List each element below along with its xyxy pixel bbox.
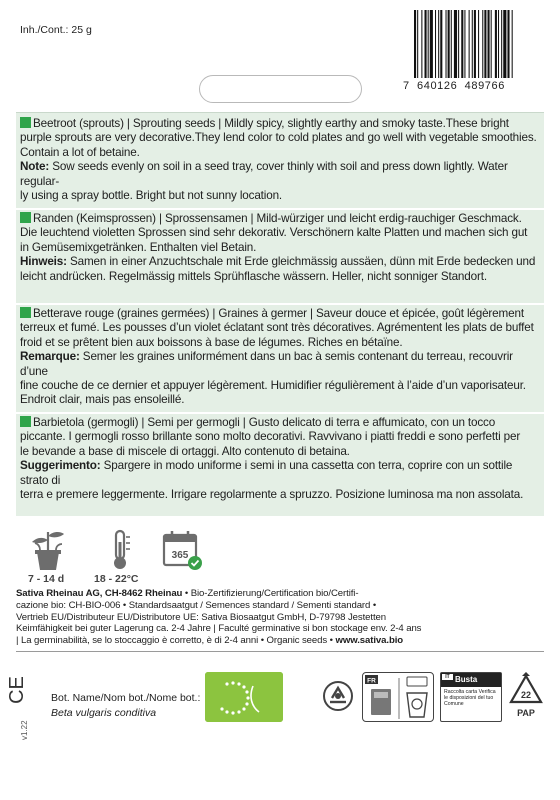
description-text: Barbietola (germogli) | Semi per germogli | Gusto delicato di terra e affumicato, con un tocco (33, 416, 496, 429)
description-line (20, 350, 540, 379)
section-divider (16, 412, 544, 414)
language-section (20, 416, 540, 502)
description-line (20, 307, 540, 321)
divider (16, 651, 544, 652)
barcode-bar (482, 10, 483, 78)
description-line (20, 131, 540, 145)
green-square-bullet (20, 117, 31, 128)
description-text: Samen in einer Anzuchtschale mit Erde gleichmässig aussäen, dünn mit Erde bedecken und (66, 255, 536, 269)
barcode-bar (464, 10, 465, 78)
barcode-bar (451, 10, 452, 78)
germination-temperature: 18 - 22°C (94, 573, 139, 585)
barcode-bar (507, 10, 509, 78)
description-line (20, 393, 540, 407)
pap-22-recycling-icon (508, 672, 544, 722)
description-text: leicht andrücken. Regelmässig mittels Sprühflasche wässern. Heller, nicht sonniger Standort. (20, 269, 487, 283)
barcode-bar (435, 10, 436, 78)
eu-organic-logo (205, 672, 283, 722)
description-line (20, 336, 540, 350)
section-divider (16, 303, 544, 305)
instruction-label: Hinweis: (20, 255, 67, 269)
description-text: terreux et fumé. Les pousses d’un violet éclatant sont très décoratives. Agrémentent les plats de buffet (20, 321, 534, 335)
description-line (20, 212, 540, 226)
instruction-label: Note: (20, 160, 50, 174)
barcode-bar (448, 10, 450, 78)
recycle-icon (322, 680, 354, 712)
language-section (20, 117, 540, 203)
barcode-bar (484, 10, 486, 78)
description-text: Sow seeds evenly on soil in a seed tray, cover thinly with soil and press down lightly. Water regular- (20, 160, 508, 188)
description-text: terra e premere leggermente. Irrigare regolarmente a spruzzo. Posizione luminosa ma non assolata. (20, 488, 524, 502)
instruction-label: Suggerimento: (20, 459, 101, 473)
description-line (20, 160, 540, 189)
barcode-bar (498, 10, 499, 78)
description-text: le bevande a base di miscele di ortaggi. Alto contenuto di betaina. (20, 444, 350, 458)
calendar-number: 365 (171, 550, 189, 561)
description-line (20, 379, 540, 393)
barcode-bar (446, 10, 447, 78)
description-text: Beetroot (sprouts) | Sprouting seeds | Mildly spicy, slightly earthy and smoky taste.These bright (33, 117, 509, 130)
description-text: ly using a spray bottle. Bright but not sunny location. (20, 189, 283, 203)
barcode (414, 10, 542, 78)
busta-title: Busta (455, 675, 478, 684)
barcode-bar (478, 10, 479, 78)
barcode-bar (472, 10, 473, 78)
barcode-bar (495, 10, 497, 78)
description-line (20, 270, 540, 284)
description-text: purple sprouts are very decorative.They lend color to cold plates and go well with vegetable smoothies. (20, 131, 537, 145)
description-text: froid et se prêtent bien aux boissons à base de légumes. Riches en bétaïne. (20, 335, 403, 349)
svg-text:PAP: PAP (517, 708, 535, 718)
section-divider (16, 208, 544, 210)
description-line (20, 416, 540, 430)
barcode-bar (503, 10, 506, 78)
ce-mark (6, 660, 42, 720)
description-text: Randen (Keimsprossen) | Sprossensamen | Mild-würziger und leicht erdig-rauchiger Geschmack. (33, 212, 522, 225)
barcode-bar (428, 10, 429, 78)
barcode-bar (440, 10, 442, 78)
description-line (20, 255, 540, 269)
company-name: Sativa Rheinau AG, CH-8462 Rheinau (16, 588, 183, 599)
svg-text:FR: FR (367, 677, 376, 685)
barcode-bar (488, 10, 490, 78)
barcode-number: 7 640126 489766 (403, 80, 505, 92)
version-code: v1.22 (20, 720, 29, 740)
description-text: piccante. I germogli rosso brillante sono molto decorativi. Ravvivano i piatti freddi e sono perfetti per (20, 430, 521, 444)
description-text: Betterave rouge (graines germées) | Graines à germer | Saveur douce et épicée, goût légèrement (33, 307, 524, 320)
description-text: Die leuchtend violetten Sprossen sind sehr dekorativ. Verschönern kalte Platten und machen sich gut (20, 226, 528, 240)
calendar-icon (160, 528, 204, 572)
barcode-bar (421, 10, 422, 78)
description-text: fine couche de ce dernier et appuyer légèrement. Humidifier régulièrement à l’aide d’un vaporisateur. (20, 379, 526, 393)
italy-flag-label: IT (442, 674, 453, 680)
barcode-bar (414, 10, 416, 78)
barcode-bar (417, 10, 418, 78)
svg-text:CE: CE (6, 676, 28, 704)
barcode-bar (458, 10, 459, 78)
sprout-pot-icon (26, 528, 70, 572)
barcode-bar (474, 10, 476, 78)
hanger-hole (199, 75, 362, 103)
description-line (20, 459, 540, 488)
description-text: in Gemüsemixgetränken. Enthalten viel Betain. (20, 240, 257, 254)
producer-info: Sativa Rheinau AG, CH-8462 Rheinau • Bio-Zertifizierung/Certification bio/Certifi- cazione bio: CH-BIO-006 • Standardsaatgut / Semences standard / Sementi standard • Vertrieb EU/Distributeur EU/Distributore UE: Sativa Biosaatgut GmbH, D-79798 Jestetten Keimfähigkeit bei guter Lagerung ca. 2-4 Jahre | Faculté germinative si bon stockage env. 2-4 ans | La germinabilità, se lo stoccaggio è corretto, è di 2-4 anni • Organic seeds • www.sativa.bio (16, 588, 422, 647)
website-link[interactable]: www.sativa.bio (335, 635, 404, 647)
germination-time: 7 - 14 d (28, 573, 65, 585)
package-top (0, 0, 560, 112)
barcode-bar (425, 10, 427, 78)
barcode-bar (438, 10, 439, 78)
barcode-bar (469, 10, 470, 78)
green-square-bullet (20, 212, 31, 223)
green-square-bullet (20, 307, 31, 318)
green-square-bullet (20, 416, 31, 427)
description-line (20, 117, 540, 131)
description-line (20, 321, 540, 335)
description-text: Contain a lot of betaine. (20, 145, 140, 159)
thermometer-icon (98, 528, 142, 572)
barcode-bar (491, 10, 492, 78)
language-section (20, 212, 540, 284)
description-panel (16, 112, 544, 516)
barcode-bar (430, 10, 433, 78)
description-line (20, 241, 540, 255)
description-line (20, 146, 540, 160)
description-line (20, 189, 540, 203)
svg-text:22: 22 (520, 690, 532, 700)
description-text: Endroit clair, mais pas ensoleillé. (20, 393, 185, 407)
busta-instructions: Raccolta carta Verifica le disposizioni del tuo Comune (444, 689, 496, 708)
net-weight: Inh./Cont.: 25 g (20, 24, 92, 36)
italian-recycling-label (440, 672, 502, 722)
description-line (20, 430, 540, 444)
description-line (20, 226, 540, 240)
botanical-name-label: Bot. Name/Nom bot./Nome bot.: (51, 692, 201, 704)
language-section (20, 307, 540, 408)
barcode-bar (461, 10, 463, 78)
triman-recycling-label (362, 672, 434, 722)
botanical-name: Beta vulgaris conditiva (51, 707, 157, 719)
barcode-bar (501, 10, 502, 78)
description-text: Spargere in modo uniforme i semi in una cassetta con terra, coprire con un sottile strato di (20, 459, 513, 487)
description-line (20, 488, 540, 502)
barcode-bar (512, 10, 513, 78)
description-line (20, 445, 540, 459)
instruction-label: Remarque: (20, 350, 80, 364)
barcode-bar (454, 10, 457, 78)
description-text: Semer les graines uniformément dans un bac à semis contenant du terreau, recouvrir d’une (20, 350, 513, 378)
